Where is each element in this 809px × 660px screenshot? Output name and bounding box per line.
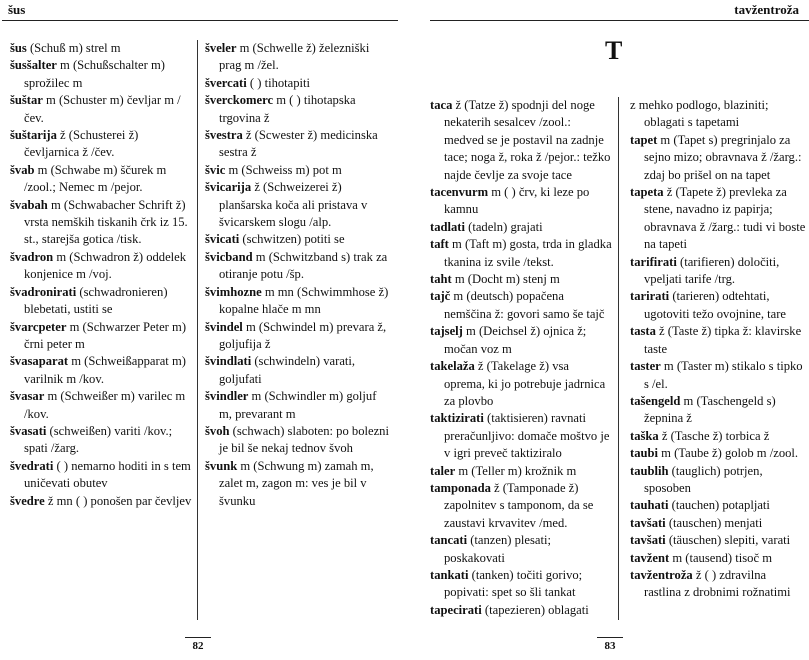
dictionary-entry (630, 428, 806, 445)
page-number-rule (185, 637, 211, 638)
entry-headword: tancati (430, 533, 468, 548)
dictionary-entry (10, 197, 192, 249)
dictionary-entry (630, 97, 806, 132)
running-head: tavžentroža (734, 2, 799, 17)
entry-definition: m (Schwitzband s) trak za otiranje potu /šp. (219, 249, 388, 282)
dictionary-entry (205, 231, 389, 248)
entry-definition: m ( ) črv, ki leze po kamnu (444, 185, 590, 217)
page-number-rule (597, 637, 623, 638)
entry-headword: švasaparat (10, 354, 69, 369)
dictionary-entry (430, 463, 612, 480)
entry-definition: m (Tapet s) pregrinjalo za sejno mizo; obravnava ž /žarg.: zdaj bo prišel on na tapet (644, 132, 802, 182)
entry-definition: ž (Takelage ž) vsa oprema, ki jo potrebuje jadrnica za plovbo (444, 359, 606, 408)
entry-definition: (tarieren) odtehtati, ugotoviti težo ovojnine, tare (644, 289, 786, 321)
dictionary-entry (630, 184, 806, 254)
entry-headword: švoh (205, 423, 230, 438)
entry-headword: tavšati (630, 533, 666, 548)
dictionary-column-left-2 (205, 40, 389, 510)
entry-definition: m (Taube ž) golob m /zool. (658, 446, 799, 461)
dictionary-entry (205, 458, 389, 510)
dictionary-entry (10, 127, 192, 162)
dictionary-entry (205, 162, 389, 179)
dictionary-entry (205, 75, 389, 92)
entry-headword: švab (10, 162, 35, 177)
entry-headword: tapecirati (430, 602, 482, 617)
dictionary-column-right-1 (430, 97, 612, 619)
dictionary-entry (10, 57, 192, 92)
entry-definition: (tadeln) grajati (464, 219, 543, 234)
page-number: 82 (192, 640, 204, 652)
dictionary-entry (205, 388, 389, 423)
entry-headword: švindlati (205, 354, 252, 369)
dictionary-entry (630, 254, 806, 289)
entry-headword: taška (630, 428, 659, 443)
entry-definition: (tauschen) menjati (665, 515, 763, 530)
entry-definition: (tauchen) potapljati (668, 498, 770, 513)
header-rule (430, 20, 809, 21)
entry-headword: švasati (10, 423, 47, 438)
entry-headword: šuštar (10, 93, 43, 108)
entry-definition: ž (Tatze ž) spodnji del noge nekaterih sesalcev /zool.: medved se je postavil na zadnje tace; noga ž, roka ž /pejor.: težko najde čevlje za svoje tace (444, 98, 611, 182)
dictionary-entry (10, 162, 192, 197)
entry-definition: m (Schwarzer Peter m) črni peter m (24, 319, 187, 351)
entry-definition: m (Taster m) stikalo s tipko s /el. (644, 359, 803, 391)
entry-headword: tajselj (430, 324, 463, 339)
entry-headword: švasar (10, 389, 45, 404)
dictionary-entry (630, 497, 806, 514)
entry-definition: (schwitzen) potiti se (239, 232, 345, 247)
entry-definition: m (Schweiss m) pot m (225, 162, 342, 177)
entry-definition: (Schuß m) strel m (26, 41, 121, 55)
entry-definition: ž (Schusterei ž) čevljarnica ž /čev. (24, 128, 139, 160)
entry-definition: m (Schweißapparat m) varilnik m /kov. (24, 354, 186, 386)
entry-headword: švadron (10, 249, 54, 264)
entry-headword: tapet (630, 132, 658, 147)
dictionary-entry (205, 127, 389, 162)
entry-definition: m (Schwindler m) goljuf m, prevarant m (219, 389, 377, 421)
entry-definition: ž (Taste ž) tipka ž: klavirske taste (644, 324, 802, 356)
entry-definition: ž (Tamponade ž) zapolnitev s tamponom, da se zaustavi krvavitev /med. (444, 480, 594, 530)
entry-headword: tauhati (630, 498, 669, 513)
dictionary-entry (205, 92, 389, 127)
dictionary-entry (630, 567, 806, 602)
entry-definition: (schwindeln) varati, goljufati (219, 354, 356, 386)
dictionary-entry (430, 184, 612, 219)
entry-headword: švindler (205, 389, 249, 404)
entry-headword: tasta (630, 324, 656, 339)
entry-headword: tajč (430, 289, 451, 304)
dictionary-entry (205, 423, 389, 458)
entry-definition: m (Schwabacher Schrift ž) vrsta nemških tiskanih črk iz 15. st., starejša gotica /tisk. (24, 197, 188, 247)
entry-definition: m (Taft m) gosta, trda in gladka tkanina iz svile /tekst. (444, 237, 612, 269)
entry-definition: m (Schweißer m) varilec m /kov. (24, 389, 186, 421)
running-head: šus (8, 2, 26, 17)
entry-headword: šuštarija (10, 128, 57, 143)
dictionary-entry (10, 493, 192, 510)
entry-definition: m (Schwabe m) ščurek m /zool.; Nemec m /pejor. (24, 162, 167, 195)
dictionary-entry (630, 132, 806, 184)
entry-definition: (schwadronieren) blebetati, ustiti se (24, 284, 168, 317)
entry-definition: ( ) nemarno hoditi in s tem uničevati obutev (24, 458, 191, 491)
entry-definition: m (Schwung m) zamah m, zalet m, zagon m: ves je bil v švunku (219, 458, 374, 508)
entry-headword: taster (630, 359, 661, 374)
entry-definition: ž ( ) zdravilna rastlina z drobnimi rožnatimi (644, 567, 791, 600)
entry-headword: tapeta (630, 185, 664, 200)
entry-definition: ž (Schweizerei ž) planšarska koča ali pristava v švicarskem slogu /alp. (219, 180, 368, 230)
entry-headword: taca (430, 98, 453, 112)
entry-headword: tašengeld (630, 393, 681, 408)
entry-headword: taktizirati (430, 411, 484, 426)
dictionary-entry (430, 480, 612, 532)
entry-definition: ž (Tapete ž) prevleka za stene, navadno iz papirja; obravnava ž /žarg.: tudi vi boste na tapeti (644, 185, 806, 252)
dictionary-entry (430, 323, 612, 358)
dictionary-entry (10, 319, 192, 354)
entry-definition: (schwach) slaboten: po bolezni je bil še nekaj tednov švoh (219, 423, 389, 456)
dictionary-entry (10, 284, 192, 319)
entry-headword: švicarija (205, 180, 252, 195)
dictionary-entry (430, 236, 612, 271)
dictionary-entry (205, 284, 389, 319)
entry-headword: tavšati (630, 515, 666, 530)
entry-headword: švestra (205, 128, 243, 143)
dictionary-entry (10, 249, 192, 284)
dictionary-entry (430, 271, 612, 288)
dictionary-entry (205, 40, 389, 75)
dictionary-column-left-1 (10, 40, 192, 510)
entry-headword: švedre (10, 493, 45, 508)
entry-definition: m (deutsch) popačena nemščina ž: govori samo še tajč (444, 289, 605, 321)
entry-definition: z mehko podlogo, blaziniti; oblagati s tapetami (630, 98, 769, 130)
column-divider (197, 40, 198, 620)
dictionary-entry (10, 40, 192, 57)
entry-headword: tavžent (630, 550, 670, 565)
dictionary-entry (205, 319, 389, 354)
entry-definition: m ( ) tihotapska trgovina ž (219, 93, 356, 125)
entry-definition: (täuschen) slepiti, varati (665, 533, 791, 548)
entry-headword: tacenvurm (430, 185, 489, 200)
entry-definition: (tanken) točiti gorivo; popivati: spet so šli tankat (444, 567, 583, 600)
dictionary-entry (10, 423, 192, 458)
entry-definition: ž (Tasche ž) torbica ž (658, 428, 770, 443)
entry-definition: (tanzen) plesati; poskakovati (444, 533, 551, 565)
entry-definition: m (Schwadron ž) oddelek konjenice m /voj. (24, 249, 187, 282)
entry-definition: (schweißen) variti /kov.; spati /žarg. (24, 423, 173, 456)
dictionary-entry (430, 532, 612, 567)
column-divider (618, 97, 619, 620)
entry-headword: švimhozne (205, 284, 262, 299)
dictionary-column-right-2 (630, 97, 806, 602)
entry-definition: m (Schuster m) čevljar m /čev. (24, 93, 181, 125)
entry-headword: taht (430, 272, 452, 287)
entry-headword: taft (430, 237, 449, 252)
dictionary-entry (430, 567, 612, 602)
dictionary-entry (630, 358, 806, 393)
entry-headword: šverckomerc (205, 93, 274, 108)
entry-headword: takelaža (430, 359, 475, 374)
entry-definition: (tauglich) potrjen, sposoben (644, 463, 763, 495)
left-page (0, 0, 400, 660)
dictionary-entry (10, 353, 192, 388)
entry-headword: švabah (10, 197, 48, 212)
dictionary-entry (630, 532, 806, 549)
entry-headword: šus (10, 41, 27, 55)
dictionary-entry (630, 463, 806, 498)
entry-definition: ( ) tihotapiti (246, 75, 311, 90)
dictionary-entry (205, 179, 389, 231)
entry-headword: švicati (205, 232, 240, 247)
entry-definition: m (Schwindel m) prevara ž, goljufija ž (219, 319, 387, 351)
entry-definition: ž mn ( ) ponošen par čevljev (44, 493, 192, 508)
entry-headword: tavžentroža (630, 567, 693, 582)
dictionary-entry (630, 323, 806, 358)
dictionary-entry (630, 393, 806, 428)
dictionary-entry (430, 602, 612, 619)
entry-headword: švadronirati (10, 284, 77, 299)
dictionary-entry (430, 219, 612, 236)
entry-headword: švicband (205, 249, 253, 264)
entry-headword: tankati (430, 567, 469, 582)
entry-definition: m (Taschengeld s) žepnina ž (644, 393, 776, 426)
dictionary-entry (630, 288, 806, 323)
header-rule (2, 20, 398, 21)
dictionary-entry (205, 249, 389, 284)
dictionary-entry (430, 358, 612, 410)
dictionary-entry (10, 458, 192, 493)
entry-definition: m (Schußschalter m) sprožilec m (24, 58, 165, 90)
dictionary-entry (10, 92, 192, 127)
entry-definition: m (tausend) tisoč m (669, 550, 773, 565)
entry-definition: (tapezieren) oblagati (481, 602, 589, 617)
entry-definition: (taktisieren) ravnati preračunljivo: domače moštvo je v igri preveč taktiziralo (444, 411, 610, 461)
entry-definition: m mn (Schwimmhose ž) kopalne hlače m mn (219, 284, 389, 317)
entry-headword: švic (205, 162, 226, 177)
dictionary-entry (630, 550, 806, 567)
entry-headword: švunk (205, 458, 238, 473)
entry-headword: švercati (205, 75, 247, 90)
right-page (410, 0, 809, 660)
dictionary-entry (430, 288, 612, 323)
entry-headword: taublih (630, 463, 669, 478)
entry-headword: taler (430, 463, 456, 478)
entry-headword: šusšalter (10, 58, 57, 73)
entry-definition: m (Teller m) krožnik m (455, 463, 577, 478)
dictionary-entry (430, 97, 612, 184)
dictionary-entry (630, 515, 806, 532)
entry-headword: tarifirati (630, 254, 677, 269)
entry-definition: ž (Scwester ž) medicinska sestra ž (219, 128, 378, 160)
entry-headword: švarcpeter (10, 319, 67, 334)
entry-definition: (tarifieren) določiti, vpeljati tarife /trg. (644, 254, 780, 287)
entry-headword: tamponada (430, 480, 491, 495)
entry-headword: taubi (630, 446, 658, 461)
entry-definition: m (Docht m) stenj m (451, 272, 560, 287)
entry-headword: švindel (205, 319, 243, 334)
entry-headword: tarirati (630, 289, 670, 304)
entry-definition: m (Deichsel ž) ojnica ž; močan voz m (444, 324, 587, 356)
dictionary-entry (430, 410, 612, 462)
entry-headword: tadlati (430, 219, 465, 234)
entry-headword: švedrati (10, 458, 54, 473)
page-number: 83 (604, 640, 616, 652)
dictionary-entry (205, 353, 389, 388)
entry-headword: šveler (205, 41, 237, 55)
entry-definition: m (Schwelle ž) železniški prag m /žel. (219, 41, 370, 73)
dictionary-entry (630, 445, 806, 462)
dictionary-entry (10, 388, 192, 423)
section-letter: T (605, 36, 623, 65)
